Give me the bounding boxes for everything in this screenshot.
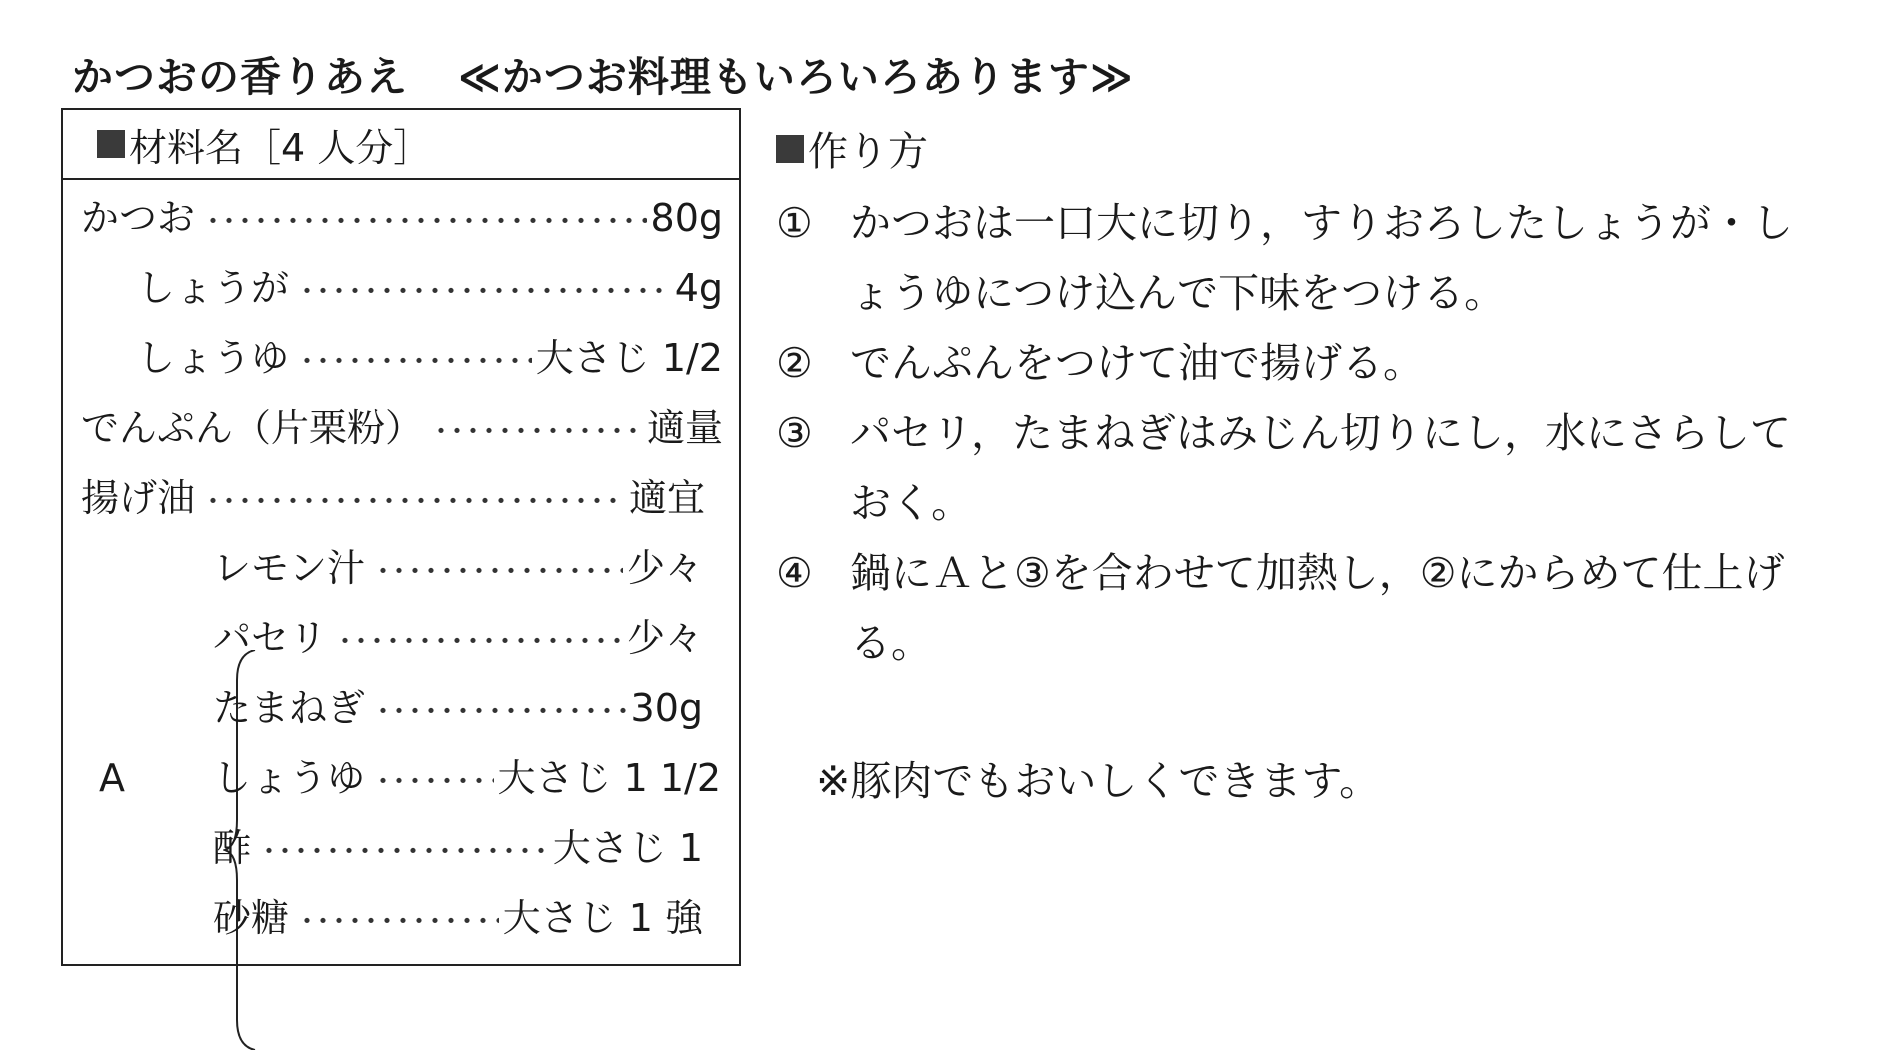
ingredients-box [61, 108, 741, 966]
ingredient-amount: 適量 [646, 406, 723, 450]
ingredient-amount: 少々 [626, 616, 703, 660]
recipe-note: ※豚肉でもおいしくできます。 [816, 757, 1381, 805]
square-bullet-icon [97, 130, 125, 158]
method-header [776, 120, 928, 177]
leader-dots [331, 610, 623, 670]
method-step [776, 398, 1791, 538]
ingredient-amount: 大さじ 1 [552, 826, 703, 870]
ingredient-name: 砂糖 [213, 896, 290, 940]
recipe-title [72, 44, 1134, 103]
ingredient-name: たまねぎ [213, 686, 366, 730]
ingredient-name: しょうゆ [137, 336, 290, 380]
step-text: 鍋にＡと③を合わせて加熱し，②にからめて仕上げ [850, 549, 1785, 597]
step-text-continued: る。 [850, 619, 932, 667]
step-text-continued: おく。 [850, 479, 973, 527]
square-bullet-icon [776, 135, 804, 163]
ingredients-header [63, 110, 739, 180]
step-text-continued: ょうゆにつけ込んで下味をつける。 [850, 269, 1506, 317]
group-item-row [213, 680, 703, 736]
group-item-row [213, 540, 703, 596]
leader-dots [369, 540, 623, 600]
leader-dots [369, 680, 627, 740]
ingredient-amount: 4g [674, 266, 723, 310]
step-text: パセリ，たまねぎはみじん切りにし，水にさらして [850, 409, 1791, 457]
ingredient-amount: 30g [630, 686, 703, 730]
group-item-row [213, 750, 721, 806]
ingredient-row [137, 330, 723, 386]
leader-dots [199, 190, 647, 250]
ingredient-amount: 少々 [626, 546, 703, 590]
ingredient-amount: 大さじ 1/2 [535, 336, 723, 380]
step-text: かつおは一口大に切り，すりおろしたしょうが・し [850, 199, 1793, 247]
ingredient-amount: 適宜 [628, 476, 705, 520]
step-number: ① [776, 199, 813, 247]
leader-dots [293, 330, 532, 390]
group-item-row [213, 820, 703, 876]
ingredient-name: パセリ [213, 616, 328, 660]
group-item-row [213, 610, 703, 666]
ingredient-row [81, 190, 723, 246]
ingredient-name: レモン汁 [213, 546, 366, 590]
method-step [776, 188, 1793, 328]
ingredient-name: 揚げ油 [81, 476, 196, 520]
ingredient-name: 酢 [213, 826, 252, 870]
ingredient-row [81, 400, 723, 456]
method-step [776, 328, 1424, 398]
leader-dots [369, 750, 493, 810]
method-step [776, 538, 1785, 678]
step-number: ④ [776, 549, 813, 597]
leader-dots [255, 820, 549, 880]
recipe-subtitle: ≪かつお料理もいろいろあります≫ [458, 53, 1134, 101]
ingredient-amount: 大さじ 1 強 [502, 896, 703, 940]
leader-dots [199, 470, 625, 530]
ingredient-amount: 80g [650, 196, 723, 240]
step-number: ② [776, 339, 813, 387]
ingredient-name: しょうが [137, 266, 290, 310]
ingredient-name: かつお [81, 196, 196, 240]
group-item-row [213, 890, 703, 946]
ingredient-amount: 大さじ 1 1/2 [497, 756, 721, 800]
ingredient-name: しょうゆ [213, 756, 366, 800]
leader-dots [293, 890, 499, 950]
ingredient-row [81, 470, 705, 526]
group-label: A [99, 756, 125, 800]
ingredient-name: でんぷん（片栗粉） [81, 406, 424, 450]
step-text: でんぷんをつけて油で揚げる。 [850, 339, 1424, 387]
step-number: ③ [776, 409, 813, 457]
ingredients-header-label: 材料名［4 人分］ [129, 125, 432, 170]
method-header-label: 作り方 [808, 129, 928, 175]
recipe-name: かつおの香りあえ [72, 53, 408, 101]
leader-dots [427, 400, 643, 460]
leader-dots [293, 260, 671, 320]
ingredient-row [137, 260, 723, 316]
